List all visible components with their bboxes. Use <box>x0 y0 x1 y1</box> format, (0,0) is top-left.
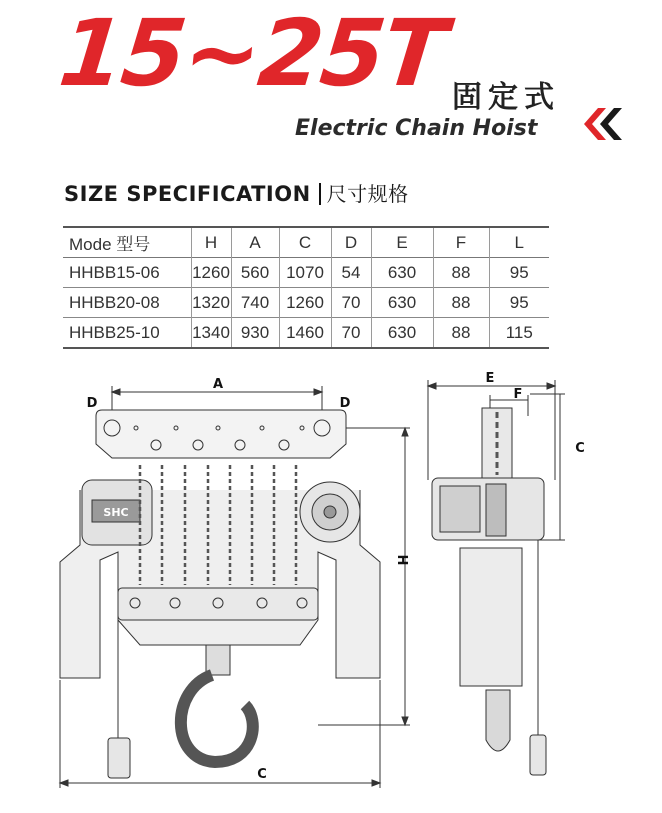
table-cell: HHBB25-10 <box>69 322 160 342</box>
header-cell: C <box>279 227 331 258</box>
header-cell: D <box>331 227 371 258</box>
dim-label-c-front: C <box>257 767 267 782</box>
table-cell: 1260 <box>279 288 331 318</box>
product-subtitle: Electric Chain Hoist <box>295 116 538 141</box>
table-cell: HHBB20-08 <box>69 292 160 312</box>
table-row <box>63 318 549 349</box>
table-cell: 930 <box>231 318 279 349</box>
table-cell: 560 <box>231 258 279 288</box>
table-row <box>63 258 549 288</box>
dim-label-c-side: C <box>575 441 585 456</box>
table-cell: 740 <box>231 288 279 318</box>
table-cell: 1320 <box>191 288 231 318</box>
table-cell: 115 <box>489 318 549 349</box>
dim-label-h: H <box>394 554 409 566</box>
table-cell: 88 <box>433 258 489 288</box>
table-cell: 1460 <box>279 318 331 349</box>
header-cell: L <box>489 227 549 258</box>
table-cell: 1340 <box>191 318 231 349</box>
brand-label: SHC <box>103 506 129 519</box>
header-cell: E <box>371 227 433 258</box>
dim-label-f: F <box>513 387 523 402</box>
table-cell: 630 <box>371 318 433 349</box>
spec-title-cn: 尺寸规格 <box>326 182 409 206</box>
header-cell: F <box>433 227 489 258</box>
table-cell: 95 <box>489 258 549 288</box>
dim-label-d-right: D <box>339 396 351 411</box>
table-cell: 1070 <box>279 258 331 288</box>
size-spec-heading <box>64 178 409 207</box>
front-view <box>60 386 410 788</box>
spec-title-en: SIZE SPECIFICATION <box>64 182 311 206</box>
table-cell: 630 <box>371 288 433 318</box>
double-chevron-left-icon <box>576 106 626 142</box>
dim-label-d-left: D <box>86 396 98 411</box>
table-row <box>63 288 549 318</box>
table-header-row <box>63 227 549 258</box>
table-cell: 70 <box>331 288 371 318</box>
table-cell: 70 <box>331 318 371 349</box>
table-cell: 1260 <box>191 258 231 288</box>
dim-label-e: E <box>485 371 495 386</box>
header-cell: A <box>231 227 279 258</box>
table-cell: 88 <box>433 288 489 318</box>
table-cell: 630 <box>371 258 433 288</box>
type-title-cn: 固定式 <box>452 80 560 115</box>
table-cell: 95 <box>489 288 549 318</box>
table-cell: 54 <box>331 258 371 288</box>
header-cell: Mode 型号 <box>69 235 151 254</box>
dim-label-a: A <box>212 377 224 392</box>
capacity-title: 15~25T <box>54 0 450 107</box>
table-cell: 88 <box>433 318 489 349</box>
header-cell: H <box>191 227 231 258</box>
hoist-dimension-drawing <box>0 360 662 813</box>
side-view <box>428 380 565 775</box>
table-cell: HHBB15-06 <box>69 262 160 282</box>
spec-table <box>63 226 549 349</box>
title-divider <box>319 183 321 205</box>
